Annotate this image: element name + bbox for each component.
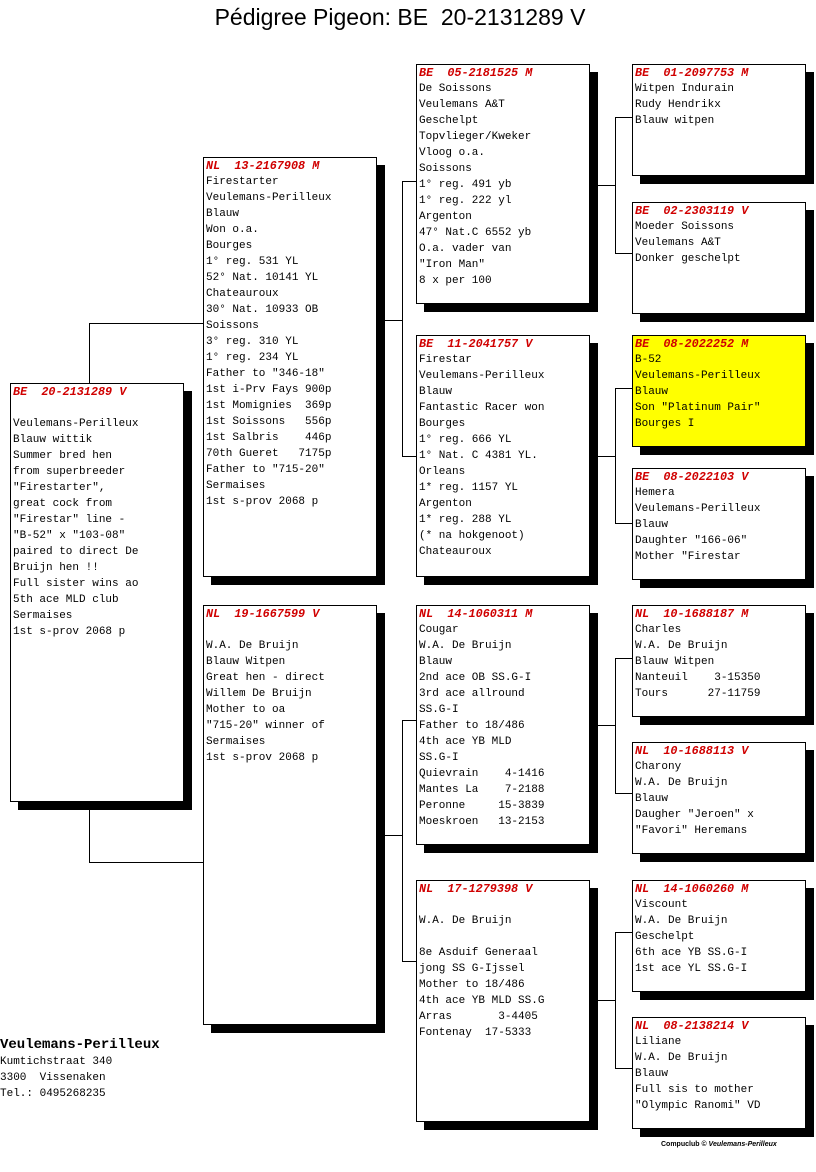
connector-line [385, 835, 403, 836]
pigeon-info-line: 4th ace YB MLD [419, 736, 512, 748]
pigeon-info-line: Fantastic Racer won [419, 402, 545, 414]
pigeon-info-line: Won o.a. [206, 224, 259, 236]
pigeon-info-line: Sermaises [206, 736, 266, 748]
pigeon-info-line: Charony [635, 761, 682, 773]
connector-line [615, 117, 616, 254]
pigeon-info-line: "B-52" x "103-08" [13, 530, 126, 542]
pigeon-info-line: 1° reg. 491 yb [419, 179, 512, 191]
mother-card[interactable] [203, 605, 377, 1025]
pigeon-info-line: 1st ace YL SS.G-I [635, 963, 748, 975]
ring-number: BE 05-2181525 M [419, 66, 533, 80]
connector-line [615, 1068, 632, 1069]
pigeon-info-line: Blauw [419, 386, 453, 398]
pigeon-info-line: 1° reg. 222 yl [419, 195, 512, 207]
ring-number: BE 08-2022103 V [635, 470, 749, 484]
pigeon-info-line: paired to direct De [13, 546, 139, 558]
connector-line [402, 181, 416, 182]
great-grandparent-card[interactable] [632, 64, 806, 176]
connector-line [615, 388, 632, 389]
breeder-name: Veulemans-Perilleux [0, 1037, 160, 1053]
pigeon-info-line: B-52 [635, 354, 662, 366]
connector-line [598, 456, 616, 457]
breeder-info [0, 1036, 160, 1102]
pigeon-info-line: 2nd ace OB SS.G-I [419, 672, 532, 684]
pigeon-info-line [418, 897, 588, 913]
ring-number: BE 02-2303119 V [635, 204, 749, 218]
ring-number: BE 08-2022252 M [635, 337, 749, 351]
pigeon-info-line: SS.G-I [419, 752, 459, 764]
pigeon-info-line: Bourges [419, 418, 466, 430]
pigeon-info-line: 1* reg. 288 YL [419, 514, 512, 526]
pigeon-info-line: "Olympic Ranomi" VD [635, 1100, 761, 1112]
pigeon-info-line: Blauw witpen [635, 115, 715, 127]
pigeon-info-line: Viscount [635, 899, 688, 911]
great-grandparent-card[interactable] [632, 742, 806, 854]
pigeon-info-line: Father to "715-20" [206, 464, 325, 476]
pigeon-info-line: from superbreeder [13, 466, 126, 478]
pigeon-info-line: 1° Nat. C 4381 YL. [419, 450, 538, 462]
connector-line [402, 961, 416, 962]
connector-line [615, 388, 616, 524]
pigeon-info-line: Geschelpt [635, 931, 695, 943]
pigeon-info-line: De Soissons [419, 83, 492, 95]
maternal-grandmother-card[interactable] [416, 880, 590, 1122]
pigeon-info-line: Veulemans A&T [635, 237, 721, 249]
ring-number: NL 10-1688113 V [635, 744, 749, 758]
connector-line [615, 658, 632, 659]
pigeon-info-line: Chateauroux [419, 546, 492, 558]
connector-line [89, 862, 204, 863]
pigeon-info-line: Veulemans-Perilleux [635, 503, 761, 515]
connector-line [615, 932, 616, 1069]
pigeon-info-line: Topvlieger/Kweker [419, 131, 532, 143]
pigeon-info-line: great cock from [13, 498, 113, 510]
pigeon-info-line: Moeskroen 13-2153 [419, 816, 545, 828]
pigeon-info-line: 6th ace YB SS.G-I [635, 947, 748, 959]
ring-number: NL 14-1060311 M [419, 607, 533, 621]
pigeon-info-line: Firestarter [206, 176, 279, 188]
great-grandparent-card[interactable] [632, 1017, 806, 1129]
ring-number: BE 11-2041757 V [419, 337, 533, 351]
pigeon-info-line: Great hen - direct [206, 672, 325, 684]
pigeon-info-line: Veulemans-Perilleux [206, 192, 332, 204]
connector-line [615, 658, 616, 794]
pigeon-info-line: Full sis to mother [635, 1084, 754, 1096]
pigeon-info-line: Blauw wittik [13, 434, 93, 446]
footer-name: Veulemans-Perilleux [708, 1141, 777, 1148]
pigeon-info-line: Charles [635, 624, 682, 636]
pigeon-info-line: Father to 18/486 [419, 720, 525, 732]
connector-line [89, 810, 90, 863]
pigeon-info-line: Bruijn hen !! [13, 562, 99, 574]
pigeon-info-line: Geschelpt [419, 115, 479, 127]
pigeon-info-line: Summer bred hen [13, 450, 113, 462]
connector-line [89, 323, 90, 383]
connector-line [402, 720, 403, 962]
breeder-phone: Tel.: 0495268235 [0, 1088, 106, 1100]
pigeon-info-line: Argenton [419, 498, 472, 510]
pigeon-info-line: 1st Soissons 556p [206, 416, 332, 428]
subject-pigeon-card[interactable] [10, 383, 184, 802]
great-grandparent-card[interactable] [632, 202, 806, 314]
great-grandparent-card[interactable] [632, 605, 806, 717]
pigeon-info-line: Sermaises [13, 610, 73, 622]
connector-line [598, 1000, 616, 1001]
pigeon-info-line: SS.G-I [419, 704, 459, 716]
pigeon-info-line: Liliane [635, 1036, 682, 1048]
ring-number: BE 01-2097753 M [635, 66, 749, 80]
pigeon-info-line: Hemera [635, 487, 675, 499]
pigeon-info-line: 5th ace MLD club [13, 594, 119, 606]
connector-line [598, 185, 616, 186]
great-grandparent-card[interactable] [632, 468, 806, 580]
pigeon-info-line: 3rd ace allround [419, 688, 525, 700]
pigeon-info-line: 52° Nat. 10141 YL [206, 272, 319, 284]
pigeon-info-line: Vloog o.a. [419, 147, 486, 159]
pigeon-info-line: 47° Nat.C 6552 yb [419, 227, 532, 239]
pigeon-info-line: Soissons [419, 163, 472, 175]
pigeon-info-line: Blauw [635, 519, 669, 531]
pigeon-info-line: W.A. De Bruijn [635, 1052, 728, 1064]
pigeon-info-line: 4th ace YB MLD SS.G [419, 995, 545, 1007]
connector-line [615, 793, 632, 794]
pigeon-info-line: "715-20" winner of [206, 720, 325, 732]
breeder-street: Kumtichstraat 340 [0, 1056, 113, 1068]
breeder-city: 3300 Vissenaken [0, 1072, 106, 1084]
pigeon-info-line: 1st Salbris 446p [206, 432, 332, 444]
pigeon-info-line: 1° reg. 234 YL [206, 352, 299, 364]
father-card[interactable] [203, 157, 377, 577]
pigeon-info-line: 1st Momignies 369p [206, 400, 332, 412]
connector-line [402, 181, 403, 457]
pigeon-info-line: Blauw [206, 208, 240, 220]
pigeon-info-line: 1st i-Prv Fays 900p [206, 384, 332, 396]
paternal-grandmother-card[interactable] [416, 335, 590, 577]
pigeon-info-line: Bourges [206, 240, 253, 252]
pigeon-info-line: Veulemans-Perilleux [419, 370, 545, 382]
pigeon-info-line: 70th Gueret 7175p [206, 448, 332, 460]
connector-line [615, 932, 632, 933]
pigeon-info-line: W.A. De Bruijn [206, 640, 299, 652]
pigeon-info-line: Father to "346-18" [206, 368, 325, 380]
maternal-grandfather-card[interactable] [416, 605, 590, 845]
pigeon-info-line: Bourges I [635, 418, 695, 430]
pigeon-info-line: jong SS G-Ijssel [419, 963, 525, 975]
connector-line [615, 117, 632, 118]
ring-number: NL 19-1667599 V [206, 607, 320, 621]
footer-credit [661, 1141, 777, 1148]
pigeon-info-line: W.A. De Bruijn [635, 640, 728, 652]
pigeon-info-line: Sermaises [206, 480, 266, 492]
pigeon-info-line [12, 400, 182, 416]
pigeon-info-line: Daugher "Jeroen" x [635, 809, 754, 821]
pigeon-info-line: Witpen Indurain [635, 83, 735, 95]
paternal-grandfather-card[interactable] [416, 64, 590, 304]
pigeon-info-line: Fontenay 17-5333 [419, 1027, 532, 1039]
pigeon-info-line: W.A. De Bruijn [635, 915, 728, 927]
pigeon-info-line: Donker geschelpt [635, 253, 741, 265]
pigeon-info-line: "Firestarter", [13, 482, 106, 494]
pigeon-info-line: 1st s-prov 2068 p [206, 752, 319, 764]
pigeon-info-line: "Iron Man" [419, 259, 486, 271]
pigeon-info-line: 1° reg. 531 YL [206, 256, 299, 268]
pigeon-info-line: Blauw [419, 656, 453, 668]
pigeon-info-line: Veulemans-Perilleux [635, 370, 761, 382]
pigeon-info-line: 1st s-prov 2068 p [206, 496, 319, 508]
connector-line [598, 725, 616, 726]
pigeon-info-line: 1* reg. 1157 YL [419, 482, 519, 494]
pigeon-info-line: (* na hokgenoot) [419, 530, 525, 542]
pigeon-info-line: Quievrain 4-1416 [419, 768, 545, 780]
pigeon-info-line: Arras 3-4405 [419, 1011, 538, 1023]
ring-number: BE 20-2131289 V [13, 385, 127, 399]
pigeon-info-line: Firestar [419, 354, 472, 366]
pigeon-info-line [418, 929, 588, 945]
pigeon-info-line: Blauw [635, 386, 669, 398]
pigeon-info-line: Moeder Soissons [635, 221, 735, 233]
pigeon-info-line: 8e Asduif Generaal [419, 947, 538, 959]
pigeon-info-line: 8 x per 100 [419, 275, 492, 287]
pigeon-info-line: Tours 27-11759 [635, 688, 761, 700]
pigeon-info-line: Veulemans-Perilleux [13, 418, 139, 430]
pigeon-info-line: "Favori" Heremans [635, 825, 748, 837]
pigeon-info-line: Chateauroux [206, 288, 279, 300]
connector-line [615, 253, 632, 254]
pigeon-info-line: W.A. De Bruijn [419, 640, 512, 652]
connector-line [402, 456, 416, 457]
pigeon-info-line: Soissons [206, 320, 259, 332]
pigeon-info-line: Son "Platinum Pair" [635, 402, 761, 414]
pigeon-info-line: Blauw Witpen [206, 656, 286, 668]
connector-line [402, 720, 416, 721]
pigeon-info-line: 1st s-prov 2068 p [13, 626, 126, 638]
pigeon-info-line: Mother to 18/486 [419, 979, 525, 991]
pigeon-info-line [205, 622, 375, 638]
pigeon-info-line: Full sister wins ao [13, 578, 139, 590]
pigeon-info-line: Mantes La 7-2188 [419, 784, 545, 796]
connector-line [615, 523, 632, 524]
pigeon-info-line: 3° reg. 310 YL [206, 336, 299, 348]
connector-line [89, 323, 204, 324]
pigeon-info-line: Blauw [635, 793, 669, 805]
pigeon-info-line: Rudy Hendrikx [635, 99, 721, 111]
pigeon-info-line: "Firestar" line - [13, 514, 126, 526]
pigeon-info-line: Blauw [635, 1068, 669, 1080]
pigeon-info-line: Cougar [419, 624, 459, 636]
page-title: Pédigree Pigeon: BE 20-2131289 V [214, 4, 586, 30]
pigeon-info-line: Nanteuil 3-15350 [635, 672, 761, 684]
pigeon-info-line: W.A. De Bruijn [419, 915, 512, 927]
ring-number: NL 10-1688187 M [635, 607, 749, 621]
great-grandparent-card[interactable] [632, 880, 806, 992]
pigeon-info-line: Veulemans A&T [419, 99, 505, 111]
pigeon-info-line: Orleans [419, 466, 466, 478]
ring-number: NL 08-2138214 V [635, 1019, 749, 1033]
ring-number: NL 17-1279398 V [419, 882, 533, 896]
pigeon-info-line: Daughter "166-06" [635, 535, 748, 547]
pigeon-info-line: Mother "Firestar [635, 551, 741, 563]
connector-line [385, 320, 403, 321]
pigeon-info-line: Peronne 15-3839 [419, 800, 545, 812]
great-grandparent-card-highlighted[interactable] [632, 335, 806, 447]
pigeon-info-line: W.A. De Bruijn [635, 777, 728, 789]
pigeon-info-line: Argenton [419, 211, 472, 223]
pigeon-info-line: 30° Nat. 10933 OB [206, 304, 319, 316]
pigeon-info-line: Blauw Witpen [635, 656, 715, 668]
pigeon-info-line: 1° reg. 666 YL [419, 434, 512, 446]
pigeon-info-line: O.a. vader van [419, 243, 512, 255]
ring-number: NL 14-1060260 M [635, 882, 749, 896]
pigeon-info-line: Willem De Bruijn [206, 688, 312, 700]
footer-label: Compuclub © [661, 1141, 709, 1148]
ring-number: NL 13-2167908 M [206, 159, 320, 173]
pigeon-info-line: Mother to oa [206, 704, 286, 716]
